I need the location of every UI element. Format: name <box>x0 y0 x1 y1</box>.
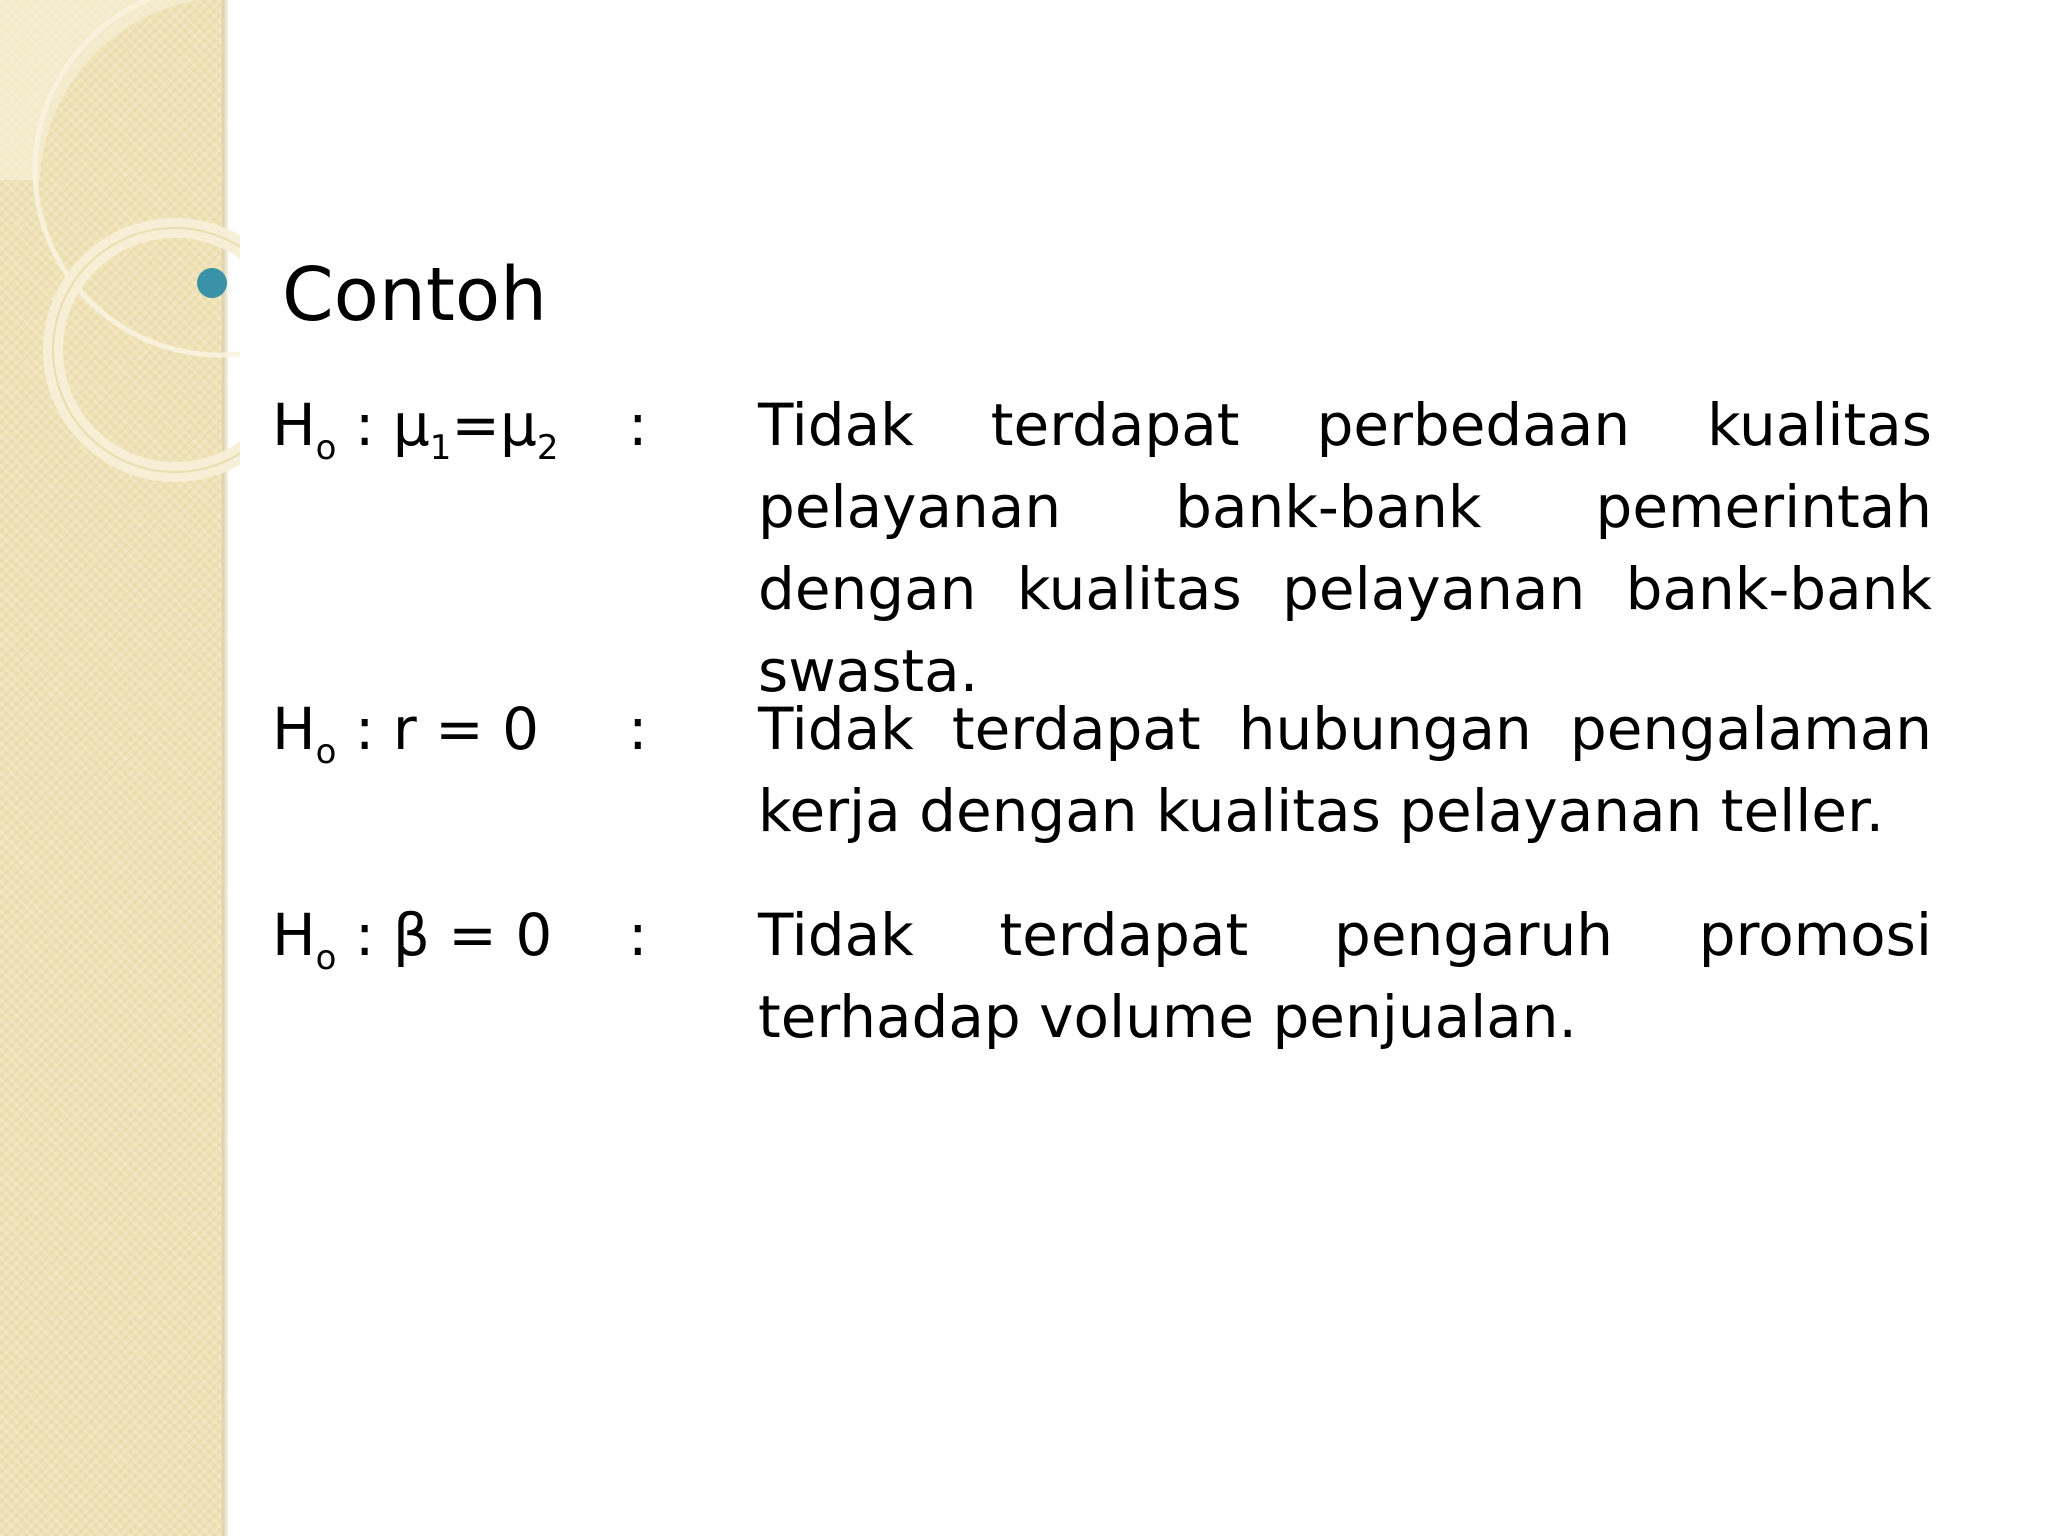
hypothesis-text: Tidak terdapat pengaruh promosi terhadap volume penjualan. <box>758 901 1932 1051</box>
separator-colon: : <box>628 901 648 969</box>
hypothesis-text: Tidak terdapat hubungan pengalaman kerja dengan kualitas pelayanan teller. <box>758 695 1932 845</box>
bullet-dot-icon <box>197 268 227 298</box>
separator-colon: : <box>628 695 648 763</box>
slide-heading: Contoh <box>282 252 548 338</box>
decorative-circles <box>0 0 240 520</box>
hypothesis-text: Tidak terdapat perbedaan kualitas pelayanan bank-bank pemerintah dengan kualitas pelayanan bank-bank swasta. <box>758 391 1932 705</box>
hypothesis-label: $H_o$ : r = 0 <box>272 695 540 772</box>
hypothesis-label: $H_o$ : β = 0 <box>272 901 553 978</box>
hypothesis-label: $H_o$ : $\mu_1=\mu_2$ <box>272 391 559 468</box>
separator-colon: : <box>628 391 648 459</box>
